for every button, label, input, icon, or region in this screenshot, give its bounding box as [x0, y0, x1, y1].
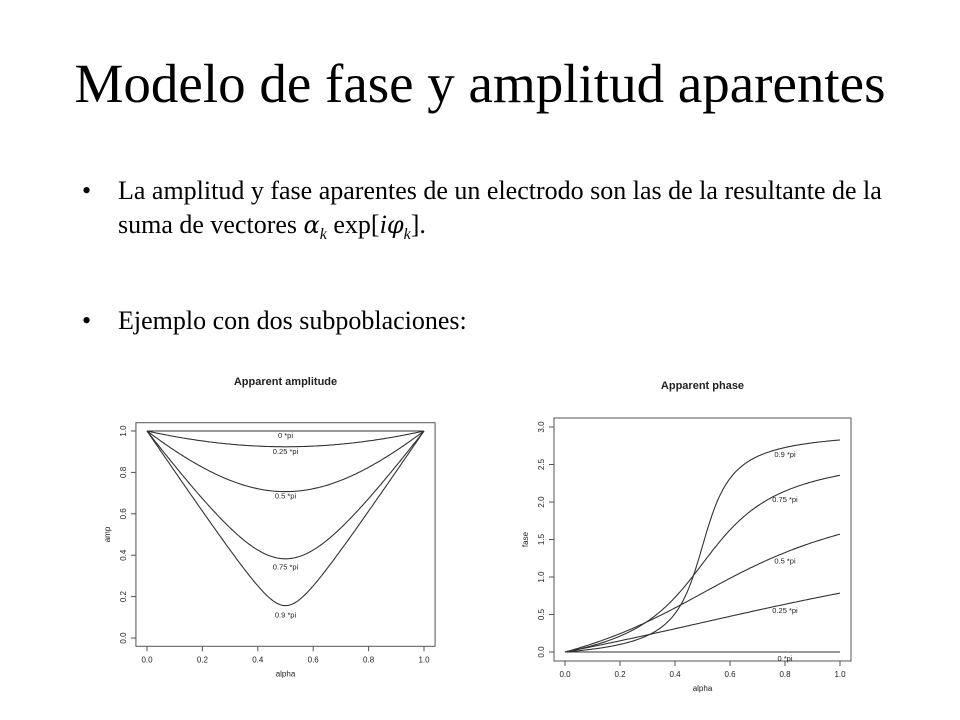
y-tick-label: 1.5: [537, 533, 546, 546]
y-tick-label: 2.5: [537, 458, 546, 471]
bullet-1-end: ].: [410, 210, 426, 239]
series-label: 0.25 *pi: [772, 606, 798, 615]
y-tick-label: 0.6: [118, 508, 128, 520]
series-label: 0.75 *pi: [272, 562, 299, 572]
series-label: 0.5 *pi: [274, 491, 297, 501]
y-axis-label: fase: [521, 531, 530, 548]
x-tick-label: 0.6: [307, 655, 319, 665]
plot-frame: [554, 418, 851, 661]
y-tick-label: 0.4: [118, 549, 128, 561]
chart-title: Apparent amplitude: [233, 376, 338, 388]
y-tick-label: 0.2: [118, 591, 128, 603]
series-line: [565, 593, 840, 652]
bullet-item-1: [82, 174, 882, 252]
series-label: 0.75 *pi: [772, 495, 798, 504]
phi-symbol: φ: [386, 211, 404, 239]
bullet-1-text: La amplitud y fase aparentes de un electrodo son las de la resultante de la suma de vectores: [118, 176, 882, 239]
y-tick-label: 1.0: [118, 425, 128, 437]
alpha-subscript: k: [319, 226, 327, 243]
slide-title: Modelo de fase y amplitud aparentes: [74, 53, 886, 114]
y-tick-label: 0.8: [118, 466, 128, 478]
series-label: 0.5 *pi: [774, 556, 796, 566]
series-label: 0.9 *pi: [774, 450, 796, 459]
chart-title: Apparent phase: [660, 380, 745, 392]
y-tick-label: 0.0: [537, 646, 546, 658]
x-tick-label: 0.2: [614, 670, 626, 679]
imaginary-unit: i: [379, 210, 387, 239]
phi-subscript: k: [403, 226, 411, 243]
x-tick-label: 0.0: [559, 670, 571, 679]
y-axis-label: amp: [102, 526, 112, 543]
series-line: [565, 534, 840, 652]
y-tick-label: 0.5: [537, 608, 546, 621]
x-tick-label: 0.6: [724, 670, 736, 679]
series-label: 0 *pi: [277, 431, 294, 441]
apparent-amplitude-chart: [88, 372, 460, 720]
x-tick-label: 0.4: [669, 670, 681, 679]
x-tick-label: 1.0: [834, 670, 846, 679]
alpha-symbol: α: [303, 211, 320, 239]
x-axis-label: alpha: [275, 669, 296, 679]
bullet-item-2: [82, 304, 882, 338]
y-tick-label: 2.0: [537, 496, 546, 508]
series-line: [565, 440, 840, 652]
apparent-phase-chart: [505, 376, 877, 720]
y-tick-label: 3.0: [537, 421, 546, 433]
bullet-list: [82, 174, 882, 338]
exp-open: exp[: [326, 210, 380, 239]
x-axis-label: alpha: [692, 684, 713, 693]
bullet-2-text: Ejemplo con dos subpoblaciones:: [118, 306, 467, 335]
series-label: 0.25 *pi: [272, 446, 299, 456]
y-tick-label: 0.0: [118, 632, 128, 644]
bullet-dot: •: [82, 176, 92, 205]
x-tick-label: 0.0: [141, 655, 153, 665]
series-line: [147, 431, 424, 606]
y-tick-label: 1.0: [537, 571, 546, 583]
x-tick-label: 0.8: [363, 655, 375, 665]
bullet-dot: •: [82, 306, 92, 335]
x-tick-label: 0.2: [196, 655, 208, 665]
series-label: 0.9 *pi: [274, 610, 297, 620]
series-label: 0 *pi: [777, 654, 793, 663]
x-tick-label: 0.4: [252, 655, 264, 665]
series-line: [565, 475, 840, 652]
x-tick-label: 1.0: [418, 655, 430, 665]
x-tick-label: 0.8: [779, 670, 791, 679]
